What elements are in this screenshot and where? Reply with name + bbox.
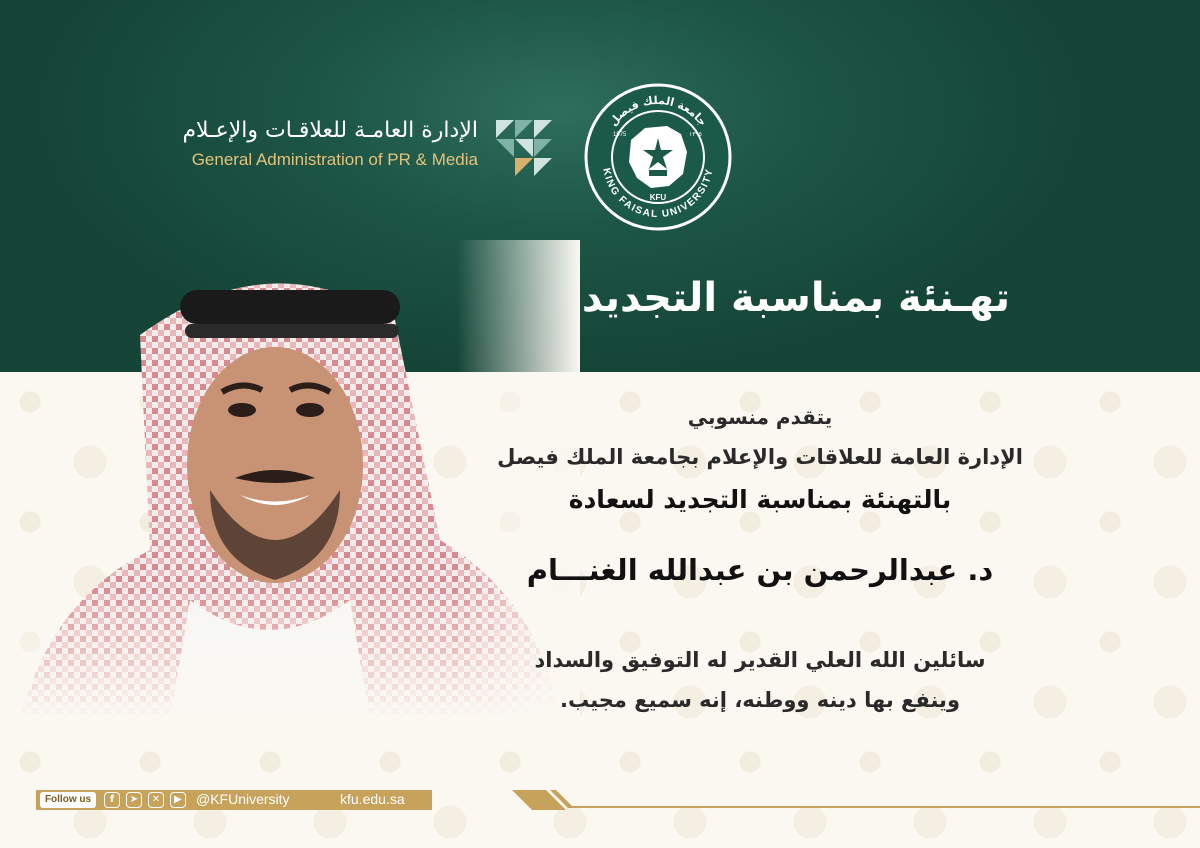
admin-triangles-logo <box>496 120 552 176</box>
footer-decoration <box>512 790 1200 810</box>
message-line-occasion: بالتهنئة بمناسبة التجديد لسعادة <box>568 485 952 514</box>
website-link[interactable]: kfu.edu.sa <box>340 791 405 807</box>
kfu-logo <box>583 82 733 232</box>
logo-arabic-text: جامعة الملك فيصل <box>606 93 710 129</box>
message-line-sender: الإدارة العامة للعلاقات والإعلام بجامعة الملك فيصل <box>497 445 1023 469</box>
logo-english-text: KING FAISAL UNIVERSITY <box>600 167 716 221</box>
honoree-name: د. عبدالرحمن بن عبدالله الغنـــام <box>526 553 994 587</box>
logo-year-right: ١٣٩٥ <box>689 131 702 138</box>
facebook-icon[interactable]: f <box>104 792 120 808</box>
telegram-icon[interactable]: ➤ <box>126 792 142 808</box>
admin-logo-block <box>140 118 560 178</box>
message-line-wish: سائلين الله العلي القدير له التوفيق والسداد <box>534 648 986 672</box>
admin-name-english: General Administration of PR & Media <box>191 150 478 169</box>
x-icon[interactable]: ✕ <box>148 792 164 808</box>
logo-year-left: 1975 <box>613 132 627 138</box>
page-title: تهـنئة بمناسبة التجديد <box>581 275 1010 321</box>
social-handle[interactable]: @KFUniversity <box>196 791 290 807</box>
message-line-intro: يتقدم منسوبي <box>687 405 833 429</box>
message-line-closing: وينفع بها دينه ووطنه، إنه سميع مجيب. <box>560 688 960 712</box>
admin-name-arabic: الإدارة العامـة للعلاقـات والإعـلام <box>182 118 478 143</box>
follow-us-label: Follow us <box>40 792 96 808</box>
youtube-icon[interactable]: ▶ <box>170 792 186 808</box>
logo-abbr: KFU <box>649 193 667 202</box>
